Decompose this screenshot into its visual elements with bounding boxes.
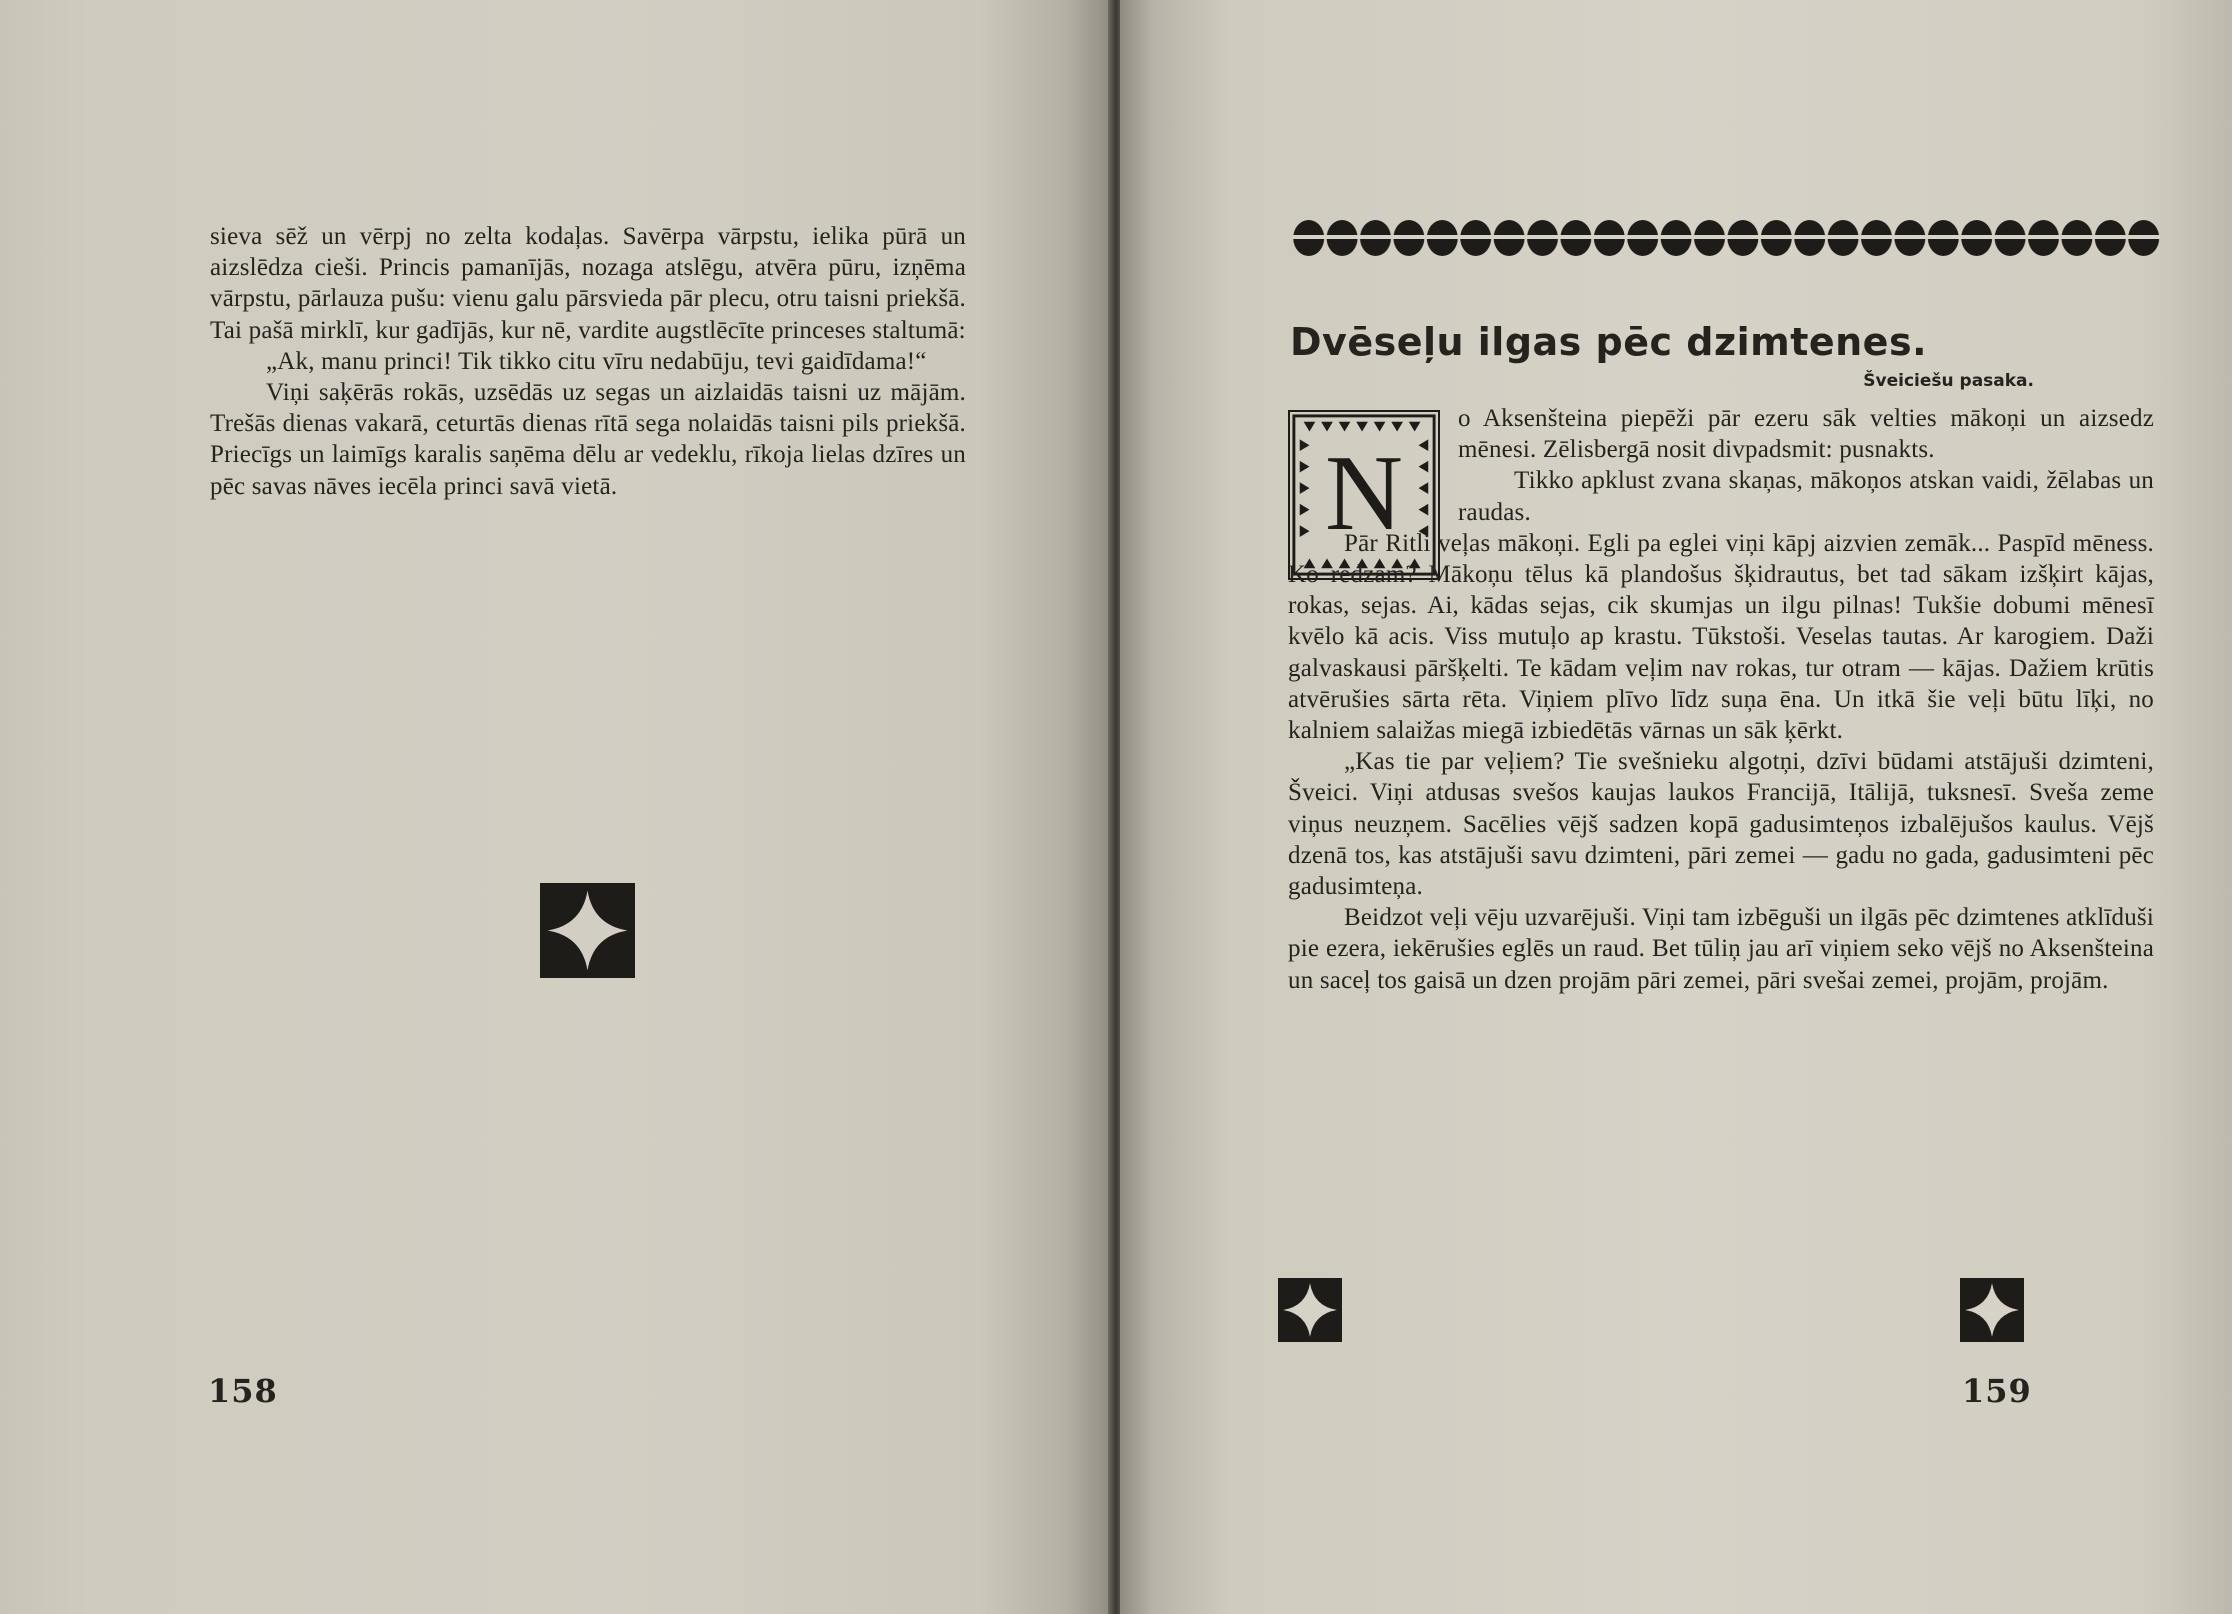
story-title: Dvēseļu ilgas pēc dzimtenes. <box>1290 320 1928 364</box>
right-page <box>1120 0 2232 1614</box>
paragraph: Pār Ritli veļas mākoņi. Egli pa eglei viņi kāpj aizvien zemāk... Paspīd mēness. Ko redzam? Mākoņu tēlus kā plandošus šķidrautus, bet tad sākam izšķirt kājas, rokas, sejas. Ai, kādas sejas, cik skumjas un ilgu pilnas! Tukšie dobumi mēnesī kvēlo kā acis. Viss mutuļo ap krastu. Tūkstoši. Veselas tautas. Ar karogiem. Daži galvaskausi pāršķelti. Te kādam veļim nav rokas, tur otram — kājas. Dažiem krūtis atvērušies sārta rēta. Viņiem plīvo līdz suņa ēna. Un itkā šie veļi būtu līķi, no kalniem salaižas miegā izbiedētās vārnas un sāk ķērkt. <box>1288 529 2154 745</box>
four-point-star-icon <box>1278 1278 1342 1342</box>
story-subtitle: Šveiciešu pasaka. <box>1863 371 2034 391</box>
four-point-star-icon <box>540 883 635 978</box>
four-point-star-icon <box>1960 1278 2024 1342</box>
paragraph: Viņi saķērās rokās, uzsēdās uz segas un aizlaidās taisni uz mājām. Trešās dienas vakarā, ceturtās dienas rītā sega nolaidās taisni pils priekšā. Priecīgs un laimīgs karalis saņēma dēlu ar vedeklu, rīkoja lielas dzīres un pēc savas nāves iecēla princi savā vietā. <box>210 379 966 500</box>
paragraph: „Ak, manu princi! Tik tikko citu vīru nedabūju, tevi gaidīdama!“ <box>266 347 927 375</box>
page-number: 158 <box>208 1372 278 1410</box>
left-page-text <box>210 221 966 502</box>
paragraph: Beidzot veļi vēju uzvarējuši. Viņi tam izbēguši un ilgās pēc dzimtenes atklīduši pie ezera, iekērušies eglēs un raud. Bet tūliņ jau arī viņiem seko vējš no Aksenšteina un saceļ tos gaisā un dzen projām pāri zemei, pāri svešai zemei, projām, projām. <box>1288 904 2154 994</box>
paragraph: Tikko apklust zvana skaņas, mākoņos atskan vaidi, žēlabas un raudas. <box>1458 467 2154 526</box>
left-page <box>0 0 1112 1614</box>
paragraph: sieva sēž un vērpj no zelta kodaļas. Savērpa vārpstu, ielika pūrā un aizslēdza cieši. Princis pamanījās, nozaga atslēgu, atvēra pūru, izņēma vārpstu, pārlauza pušu: vienu galu pārsvieda pār plecu, otru taisni priekšā. Tai pašā mirklī, kur gadījās, kur nē, vardite augstlēcīte princeses staltumā: <box>210 223 966 344</box>
page-number: 159 <box>1962 1372 2032 1410</box>
right-page-text <box>1288 403 2154 996</box>
paragraph: „Kas tie par veļiem? Tie svešnieku algotņi, dzīvi būdami atstājuši dzimteni, Šveici. Viņi atdusas svešos kaujas laukos Francijā, Itālijā, tuksnesī. Sveša zeme viņus neuzņem. Sacēlies vējš sadzen kopā gadusimteņos izbalējušos kaulus. Vējš dzenā tos, kas atstājuši savu dzimteni, pāri zemei — gadu no gada, gadusimteni pēc gadusimteņa. <box>1288 748 2154 901</box>
scalloped-band-icon <box>1292 218 2160 258</box>
paragraph: o Aksenšteina piepēži pār ezeru sāk velties mākoņi un aizsedz mēnesi. Zēlisbergā nosit divpadsmit: pusnakts. <box>1458 405 2154 464</box>
drop-cap-letter: N <box>1325 434 1403 553</box>
